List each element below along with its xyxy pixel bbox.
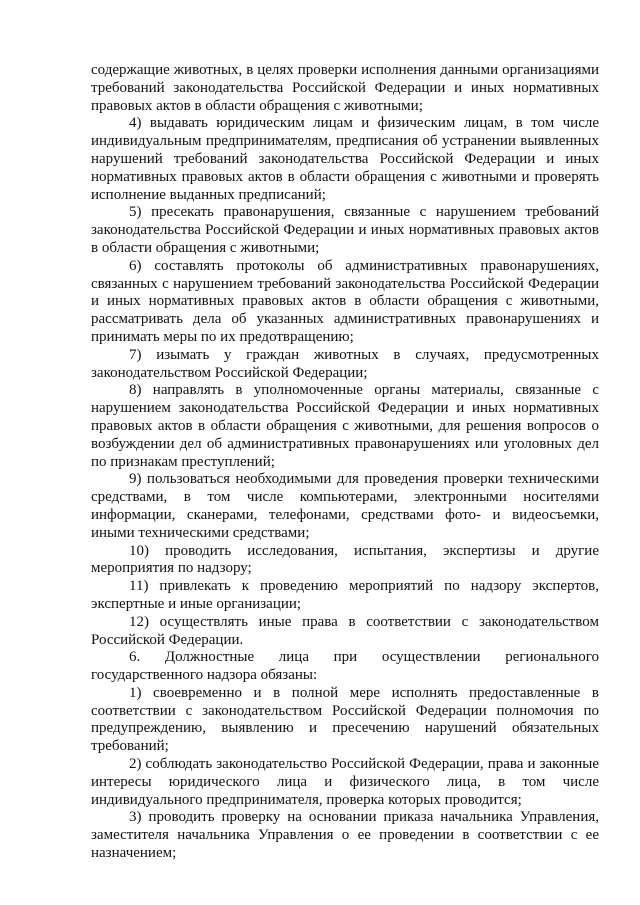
paragraph-item-12: 12) осуществлять иные права в соответствии с законодательством Российской Федерации. [91, 613, 599, 648]
paragraph-continuation: содержащие животных, в целях проверки исполнения данными организациями требований законодательства Российской Федерации и иных нормативных правовых актов в области обращения с животными; [91, 62, 599, 114]
paragraph-item-10: 10) проводить исследования, испытания, экспертизы и другие мероприятия по надзору; [91, 542, 599, 577]
paragraph-item-7: 7) изымать у граждан животных в случаях, предусмотренных законодательством Российской Федерации; [91, 346, 599, 381]
paragraph-duty-1: 1) своевременно и в полной мере исполнять предоставленные в соответствии с законодательством Российской Федерации полномочия по предупреждению, выявлению и пресечению нарушений обязательных требований; [91, 684, 599, 755]
paragraph-item-5: 5) пресекать правонарушения, связанные с нарушением требований законодательства Российской Федерации и иных нормативных правовых актов в области обращения с животными; [91, 204, 599, 256]
paragraph-item-6: 6) составлять протоколы об административных правонарушениях, связанных с нарушением требований законодательства Российской Федерации и иных нормативных правовых актов в области обращения с животными, рассматривать дела об указанных административных правонарушениях и принимать меры по их предотвращению; [91, 257, 599, 345]
section-6-heading: 6. Должностные лица при осуществлении регионального государственного надзора обязаны: [91, 649, 599, 684]
paragraph-item-4: 4) выдавать юридическим лицам и физическим лицам, в том числе индивидуальным предпринимателям, предписания об устранении выявленных нарушений требований законодательства Российской Федерации и иных нормативных правовых актов в области обращения с животными и проверять исполнение выданных предписаний; [91, 115, 599, 203]
paragraph-duty-2: 2) соблюдать законодательство Российской Федерации, права и законные интересы юридического лица и физического лица, в том числе индивидуального предпринимателя, проверка которых проводится; [91, 756, 599, 808]
paragraph-item-8: 8) направлять в уполномоченные органы материалы, связанные с нарушением законодательства Российской Федерации и иных нормативных правовых актов в области обращения с животными, для решения вопросов о возбуждении дел об административных правонарушениях или уголовных дел по признакам преступлений; [91, 382, 599, 470]
paragraph-item-9: 9) пользоваться необходимыми для проведения проверки техническими средствами, в том числе компьютерами, электронными носителями информации, сканерами, телефонами, средствами фото- и видеосъемки, иными техническими средствами; [91, 471, 599, 541]
paragraph-duty-3: 3) проводить проверку на основании приказа начальника Управления, заместителя начальника Управления о ее проведении в соответствии с ее назначением; [91, 809, 599, 862]
paragraph-item-11: 11) привлекать к проведению мероприятий по надзору экспертов, экспертные и иные организации; [91, 578, 599, 612]
document-page [91, 62, 599, 863]
